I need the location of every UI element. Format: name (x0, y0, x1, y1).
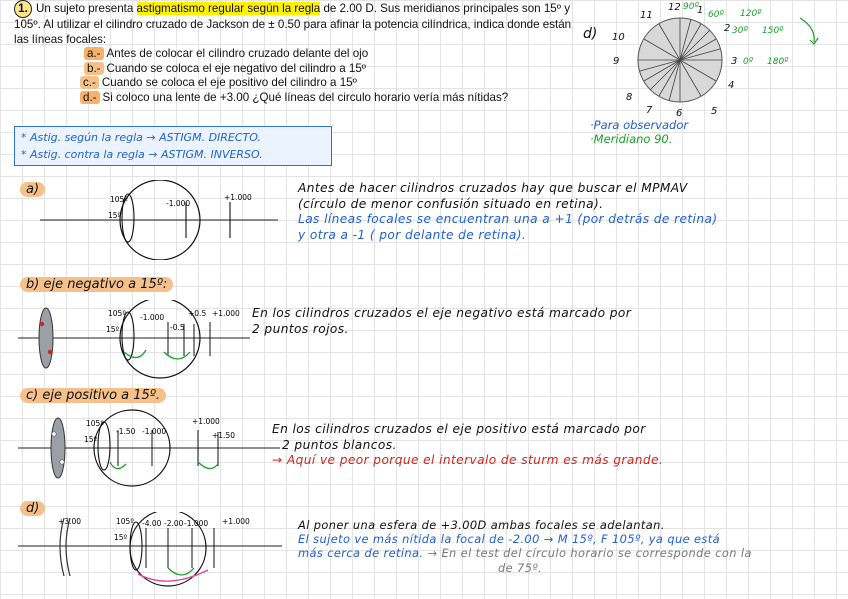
option-text: Antes de colocar el cilindro cruzado delante del ojo (106, 47, 369, 60)
deg-60: 60º (708, 10, 724, 20)
problem-intro-post: de 2.00 D. Sus meridianos principales son 15º y 105º. Al utilizar el cilindro cruzado de Jackson de ± 0.50 para afinar la potencia cilíndrica, indica donde están las líneas focales: (14, 2, 572, 46)
hour-12: 12 (668, 2, 681, 13)
c-meridian-105: 105º (86, 419, 104, 428)
d-focal-2: -2.00 (164, 519, 184, 528)
c-focal-2: -1.000 (142, 427, 167, 436)
section-d-text (298, 518, 844, 575)
hour-11: 11 (640, 10, 653, 21)
c-meridian-15: 15º (84, 435, 98, 444)
rule-line-1: * Astig. según la regla → ASTIGM. DIRECTO. (21, 131, 261, 144)
clock-notes (590, 118, 688, 146)
d-focal-4: +1.000 (222, 517, 250, 526)
d-text-3: más cerca de retina. (298, 546, 424, 561)
rotation-arrow (800, 18, 814, 42)
c-focal-1: -1.50 (116, 427, 136, 436)
a-meridian-105: 105º (110, 195, 128, 204)
section-a-text (298, 181, 843, 243)
section-c-text (272, 422, 842, 469)
c-focal-4: +1.50 (212, 431, 235, 440)
rules-box (14, 126, 332, 166)
deg-150: 150º (762, 26, 784, 36)
section-d-label: d) (10, 500, 55, 517)
section-c-label: c) eje positivo a 15º. (10, 387, 176, 404)
section-d-diagram (18, 512, 288, 598)
c-focal-3: +1.000 (192, 417, 220, 426)
d-text-1: Al poner una esfera de +3.00D ambas focales se adelantan. (298, 518, 665, 532)
problem-highlight: astigmatismo regular según la regla (136, 2, 321, 15)
section-b-text (252, 306, 832, 337)
hour-9: 9 (613, 56, 620, 67)
problem-intro-pre: Un sujeto presenta (36, 2, 137, 15)
hour-8: 8 (626, 92, 633, 103)
hour-6: 6 (676, 108, 683, 119)
section-b-diagram (18, 300, 258, 380)
section-a-diagram (40, 180, 290, 260)
hour-7: 7 (646, 105, 653, 116)
option-label: a.- (84, 47, 104, 60)
a-text-2: (círculo de menor confusión situado en retina). (298, 196, 604, 211)
hour-5: 5 (711, 106, 718, 117)
b-focal-1: -1.000 (140, 313, 165, 322)
option-label: d.- (80, 91, 100, 104)
deg-180: 180º (767, 57, 789, 67)
option-b (14, 62, 574, 77)
b-text-1: En los cilindros cruzados el eje negativo está marcado por (252, 306, 632, 320)
rule-line-2: * Astig. contra la regla → ASTIGM. INVERSO. (21, 148, 263, 161)
section-b-label: b) eje negativo a 15º: (10, 276, 183, 293)
d-meridian-105: 105º (116, 517, 134, 526)
option-d (14, 91, 574, 106)
clock-note-2: ·Meridiano 90. (590, 132, 673, 146)
b-focal-4: +1.000 (212, 309, 240, 318)
d-meridian-15: 15º (114, 533, 128, 542)
a-text-4: y otra a -1 ( por delante de retina). (298, 227, 527, 242)
hour-1: 1 (697, 5, 704, 16)
hour-2: 2 (724, 23, 731, 34)
hour-4: 4 (728, 80, 735, 91)
d-text-4: → En el test del círculo horario se corresponde con la (427, 546, 752, 561)
section-c-diagram (18, 408, 288, 488)
deg-90: 90º (683, 2, 699, 12)
option-text: Cuando se coloca el eje positivo del cilindro a 15º (101, 76, 357, 89)
d-focal-1: -4.00 (142, 519, 162, 528)
hour-3: 3 (731, 56, 738, 67)
option-a (14, 47, 574, 62)
c-text-2: 2 puntos blancos. (282, 437, 397, 452)
b-focal-3: +0.5 (188, 309, 207, 318)
b-meridian-15: 15º (106, 325, 120, 334)
b-meridian-105: 105º (108, 309, 126, 318)
option-c (14, 76, 574, 91)
a-focal-minus: -1.000 (166, 199, 191, 208)
problem-number: 1. (14, 0, 32, 18)
d-lens-power: +3.00 (58, 517, 81, 526)
clock-label: d) (583, 26, 598, 42)
a-focal-plus: +1.000 (224, 193, 252, 202)
c-text-3: → Aquí ve peor porque el intervalo de sturm es más grande. (272, 453, 664, 467)
d-text-2: El sujeto ve más nítida la focal de -2.00 → M 15º, F 105º, ya que está (298, 532, 720, 547)
deg-120: 120º (740, 9, 762, 19)
hour-10: 10 (612, 32, 625, 43)
option-text: Cuando se coloca el eje negativo del cilindro a 15º (106, 61, 366, 75)
a-text-3: Las líneas focales se encuentran una a +1 (por detrás de retina) (298, 212, 718, 226)
b-text-2: 2 puntos rojos. (252, 321, 349, 336)
deg-0: 0º (743, 57, 753, 67)
a-meridian-15: 15º (108, 211, 122, 220)
problem-statement (14, 0, 574, 105)
d-focal-3: -1.000 (184, 519, 209, 528)
option-label: b.- (84, 62, 104, 75)
clock-note-1: ·Para observador (590, 118, 689, 132)
c-text-1: En los cilindros cruzados el eje positivo está marcado por (272, 422, 646, 436)
option-label: c.- (80, 76, 99, 89)
b-focal-2: -0.5 (170, 323, 185, 332)
deg-30: 30º (732, 26, 748, 36)
section-a-label: a) (10, 181, 55, 198)
d-text-5: de 75º. (498, 560, 543, 575)
option-text: Si coloco una lente de +3.00 ¿Qué líneas del circulo horario vería más nítidas? (102, 90, 509, 104)
a-text-1: Antes de hacer cilindros cruzados hay que buscar el MPMAV (298, 181, 688, 195)
